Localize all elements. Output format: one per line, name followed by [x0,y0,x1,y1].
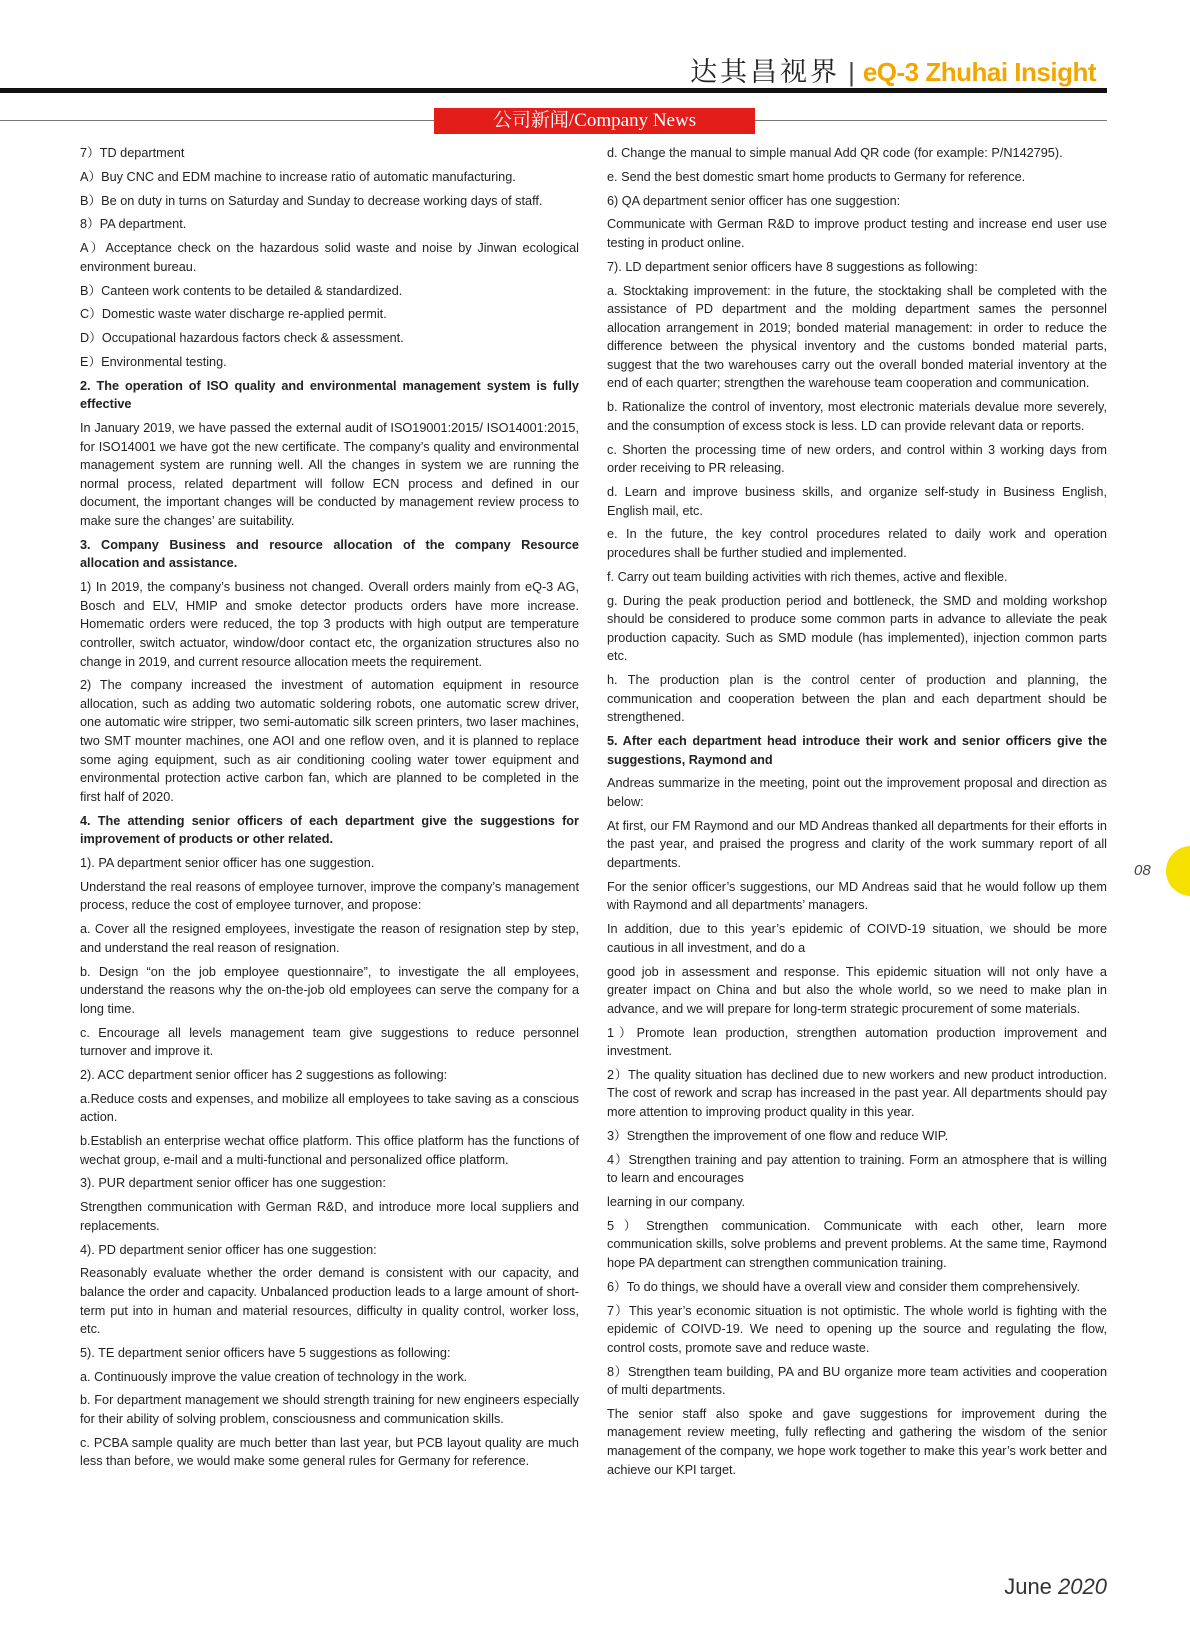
paragraph: a. Stocktaking improvement: in the future, the stocktaking shall be completed with the assistance of PD department and the molding department sames the personnel allocation arrangement in 2019; bonded material management: in order to reduce the difference between the physical inventory and the customs bonded material parts, suggest that the two warehouses carry out the overall bonded material inventory at the end of each quarter; strengthen the warehouse team cooperation and communication. [607,283,1107,391]
section-banner: 公司新闻/Company News [434,108,755,134]
paragraph: 2). ACC department senior officer has 2 suggestions as following: [80,1067,448,1082]
publication-title-en: eQ-3 Zhuhai Insight [862,57,1096,87]
paragraph: For the senior officer’s suggestions, our MD Andreas said that he would follow up them with Raymond and all departments’ managers. [607,879,1107,913]
paragraph: e. Send the best domestic smart home products to Germany for reference. [607,169,1026,184]
paragraph: b. Design “on the job employee questionnaire”, to investigate the all employees, understand the reasons why the on-the-job old employees can serve the company for a long time. [80,964,579,1016]
paragraph: 7）This year’s economic situation is not optimistic. The whole world is fighting with the epidemic of COIVD-19. We need to opening up the source and regulating the flow, control costs, promote save and reduce waste. [607,1303,1107,1355]
paragraph: learning in our company. [607,1195,745,1209]
paragraph: h. The production plan is the control center of production and planning, the communication and cooperation between the plan and each department should be strengthened. [607,673,1107,725]
section-heading: 2. The operation of ISO quality and environmental management system is fully effective [80,378,579,412]
paragraph: At first, our FM Raymond and our MD Andreas thanked all departments for their efforts in the past year, and praised the progress and clarity of the work summary report of all departments. [607,818,1107,870]
paragraph: A）Buy CNC and EDM machine to increase ratio of automatic manufacturing. [80,169,516,184]
paragraph: 7）TD department [80,146,185,160]
paragraph: 8）Strengthen team building, PA and BU organize more team activities and cooperation of multi departments. [607,1364,1107,1398]
paragraph: 6) QA department senior officer has one suggestion: [607,193,901,208]
article-column-right [607,144,1107,1484]
masthead [690,50,1096,89]
banner-rule-right [755,120,1107,121]
publication-title-cn: 达其昌视界 [690,57,841,88]
issue-year: 2020 [1058,1574,1107,1599]
paragraph: 3). PUR department senior officer has one suggestion: [80,1176,386,1191]
paragraph: 4）Strengthen training and pay attention to training. Form an atmosphere that is willing to learn and encourages [607,1152,1107,1186]
paragraph: b. Rationalize the control of inventory, most electronic materials devalue more severely, and the consumption of excess stock is less. LD can provide relevant data or reports. [607,400,1107,433]
paragraph: In addition, due to this year’s epidemic of COIVD-19 situation, we should be more cautious in all investment, and do a [607,922,1107,955]
paragraph: In January 2019, we have passed the external audit of ISO19001:2015/ ISO14001:2015, for ISO14001 we have got the new certificate. The company’s quality and environmental management system are running well. All the changes in system we are running the normal process, related department will follow ECN process and defined in our document, the important changes will be conducted by management review process to make sure the changes’ are suitability. [80,421,579,528]
issue-date [1004,1574,1107,1600]
paragraph: Andreas summarize in the meeting, point out the improvement proposal and direction as below: [607,776,1107,810]
paragraph: a. Cover all the resigned employees, investigate the reason of resignation step by step, and understand the real reason of resignation. [80,922,579,955]
article-column-left [80,144,579,1476]
paragraph: 4). PD department senior officer has one suggestion: [80,1242,377,1257]
section-heading: 5. After each department head introduce their work and senior officers give the suggestions, Raymond and [607,734,1107,767]
paragraph: Communicate with German R&D to improve product testing and increase end user use testing in product online. [607,217,1107,250]
paragraph: Strengthen communication with German R&D, and introduce more local suppliers and replacements. [80,1200,579,1233]
paragraph: b. For department management we should strength training for new engineers especially for their ability of solving problem, consciousness and communication skills. [80,1393,579,1427]
paragraph: b.Establish an enterprise wechat office platform. This office platform has the functions of wechat group, e-mail and a multi-functional and personalized office platform. [80,1134,579,1167]
paragraph: e. In the future, the key control procedures related to daily work and operation procedures shall be further studied and implemented. [607,527,1107,560]
section-heading: 3. Company Business and resource allocation of the company Resource allocation and assistance. [80,537,579,571]
paragraph: 6）To do things, we should have a overall view and consider them comprehensively. [607,1279,1080,1294]
paragraph: c. Shorten the processing time of new orders, and control within 3 working days from order receiving to PR releasing. [607,442,1107,476]
paragraph: B）Be on duty in turns on Saturday and Sunday to decrease working days of staff. [80,193,543,208]
paragraph: Understand the real reasons of employee turnover, improve the company’s management process, reduce the cost of employee turnover, and propose: [80,879,579,913]
paragraph: E）Environmental testing. [80,354,227,369]
paragraph: f. Carry out team building activities with rich themes, active and flexible. [607,569,1008,584]
paragraph: d. Change the manual to simple manual Add QR code (for example: P/N142795). [607,146,1063,160]
paragraph: Reasonably evaluate whether the order demand is consistent with our capacity, and balance the order and capacity. Unbalanced production leads to a large amount of short-term put into in human and material resources, difficulty in quality control, worker loss, etc. [80,1266,579,1337]
paragraph: 5）Strengthen communication. Communicate with each other, learn more communication skills, solve problems and prevent problems. At the same time, Raymond hope PA department can strengthen communication training. [607,1218,1107,1270]
paragraph: 2）The quality situation has declined due to new workers and new product introduction. The cost of rework and scrap has increased in the past year. All departments should pay more attention to improving product quality in this year. [607,1067,1107,1120]
section-heading: 4. The attending senior officers of each department give the suggestions for improvement of products or other related. [80,813,579,847]
paragraph: 1). PA department senior officer has one suggestion. [80,856,375,870]
paragraph: 2) The company increased the investment of automation equipment in resource allocation, such as adding two automatic soldering robots, one automatic screw driver, one automatic wire stripper, two semi-automatic silk screen printers, two laser machines, two SMT mounter machines, one AOI and one reflow oven, and it is planned to replace some aging equipment, such as air conditioning cooling water tower equipment and environmental protection active carbon fan, which are planned to be completed in the first half of 2020. [80,678,579,804]
paragraph: 8）PA department. [80,217,187,232]
paragraph: a.Reduce costs and expenses, and mobilize all employees to take saving as a conscious action. [80,1091,579,1125]
paragraph: B）Canteen work contents to be detailed & standardized. [80,283,403,298]
paragraph: D）Occupational hazardous factors check & assessment. [80,331,404,346]
banner-rule-left [0,120,434,121]
paragraph: 3）Strengthen the improvement of one flow and reduce WIP. [607,1128,949,1143]
paragraph: 7). LD department senior officers have 8 suggestions as following: [607,259,978,274]
page-number: 08 [1134,862,1151,879]
issue-month: June [1004,1574,1052,1599]
page-tab-marker [1166,846,1190,896]
paragraph: a. Continuously improve the value creation of technology in the work. [80,1369,468,1384]
paragraph: c. Encourage all levels management team give suggestions to reduce personnel turnover and improve it. [80,1025,579,1059]
paragraph: 1) In 2019, the company’s business not changed. Overall orders mainly from eQ-3 AG, Bosch and ELV, HMIP and smoke detector products orders have more increase. Homematic orders were reduced, the top 3 products with high output are temperature controller, switch actuator, window/door contact etc, the organization structures also no change in 2019, and current resource allocation meets the requirement. [80,580,579,669]
paragraph: A）Acceptance check on the hazardous solid waste and noise by Jinwan ecological environment bureau. [80,241,579,274]
paragraph: c. PCBA sample quality are much better than last year, but PCB layout quality are much less than before, we would make some general rules for Germany for reference. [80,1435,579,1469]
paragraph: 5). TE department senior officers have 5 suggestions as following: [80,1345,451,1360]
header-rule [0,88,1107,93]
title-separator: | [848,57,855,87]
paragraph: g. During the peak production period and bottleneck, the SMD and molding workshop should be considered to produce some common parts in advance to alleviate the peak production capacity. Such as SMD module (has implemented), injection common parts etc. [607,593,1107,664]
paragraph: good job in assessment and response. This epidemic situation will not only have a greater impact on China and but also the whole world, so we need to make plan in advance, and we will prepare for long-term strategic procurement of some materials. [607,964,1107,1016]
paragraph: d. Learn and improve business skills, and organize self-study in Business English, English mail, etc. [607,485,1107,518]
paragraph: 1）Promote lean production, strengthen automation production improvement and investment. [607,1025,1107,1059]
paragraph: The senior staff also spoke and gave suggestions for improvement during the management review meeting, fully reflecting and gathering the wisdom of the senior management of the company, we hope work together to make this year’s work better and achieve our KPI target. [607,1406,1107,1477]
paragraph: C）Domestic waste water discharge re-applied permit. [80,307,387,322]
